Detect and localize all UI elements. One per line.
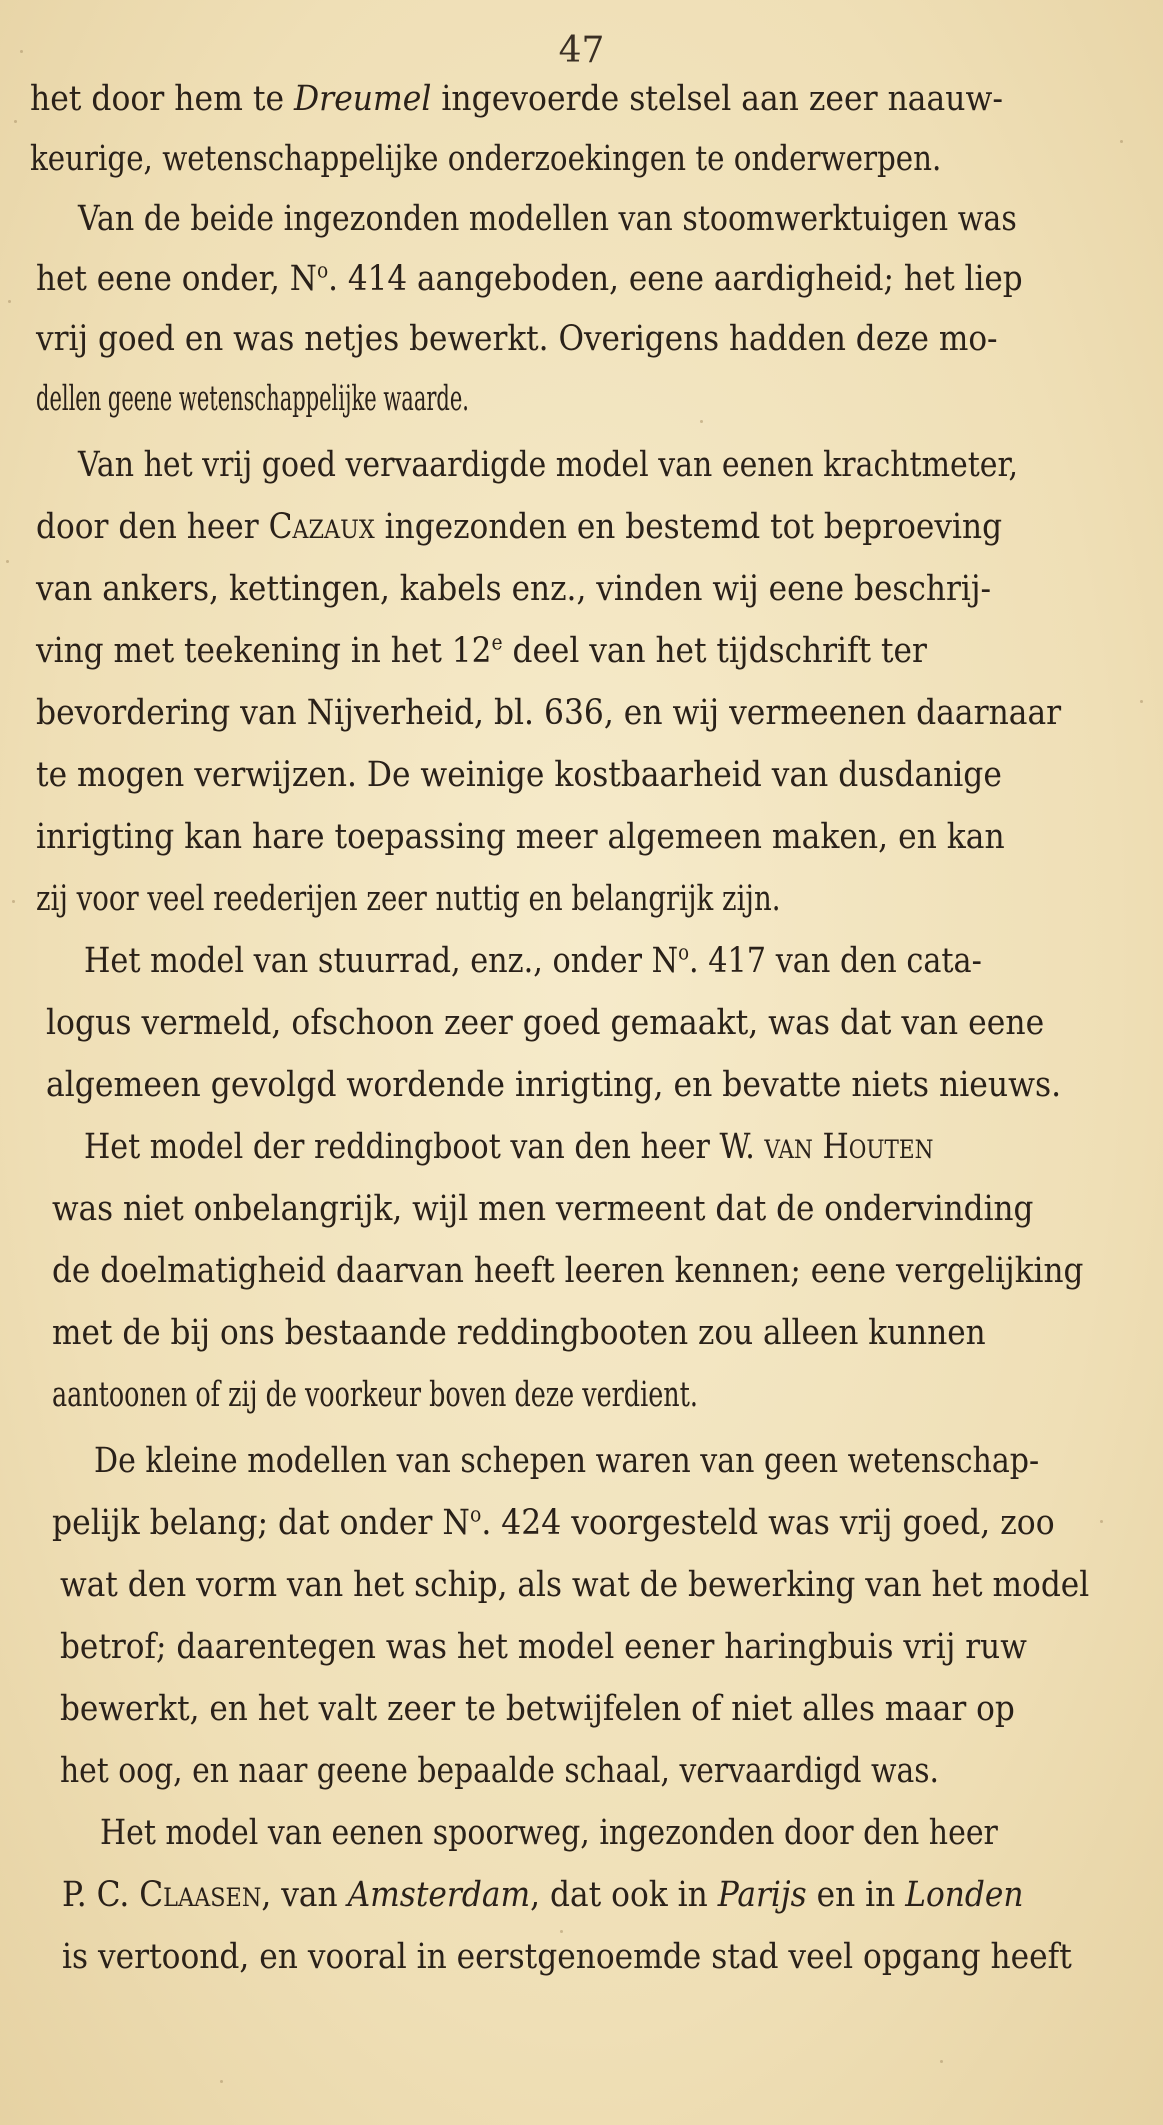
- text-segment: o: [678, 940, 690, 965]
- text-line: [52, 1374, 698, 1416]
- paper-speck: [940, 2060, 943, 2063]
- text-segment: o: [316, 258, 329, 283]
- text-segment: inrigting kan hare toepassing meer algemeen maken, en kan: [36, 817, 1005, 857]
- text-line: [100, 1812, 998, 1854]
- paper-speck: [6, 560, 9, 563]
- text-segment: , van: [261, 1875, 348, 1915]
- text-line: [36, 754, 1002, 796]
- text-segment: Van het vrij goed vervaardigde model van eenen krachtmeter,: [78, 445, 1019, 485]
- text-segment: algemeen gevolgd wordende inrigting, en bevatte niets nieuws.: [46, 1065, 1062, 1105]
- text-segment: door den heer: [36, 507, 269, 547]
- text-segment: vrij goed en was netjes bewerkt. Overigens hadden deze mo-: [36, 319, 998, 359]
- text-segment: logus vermeld, ofschoon zeer goed gemaakt, was dat van eene: [46, 1003, 1045, 1043]
- text-segment: Claasen: [139, 1875, 262, 1915]
- paper-speck: [8, 300, 11, 303]
- text-segment: van ankers, kettingen, kabels enz., vinden wij eene beschrij-: [36, 569, 992, 609]
- text-line: [30, 138, 941, 180]
- text-segment: pelijk belang; dat onder N: [52, 1503, 470, 1543]
- page-number: 47: [558, 30, 605, 71]
- text-segment: . 414 aangeboden, eene aardigheid; het liep: [328, 259, 1023, 299]
- text-segment: Dreumel: [294, 79, 432, 119]
- paper-speck: [220, 2080, 223, 2083]
- text-segment: de doelmatigheid daarvan heeft leeren kennen; eene vergelijking: [52, 1251, 1084, 1291]
- text-line: [46, 1002, 1044, 1044]
- text-line: [36, 568, 991, 610]
- text-line: [36, 630, 927, 672]
- paper-speck: [560, 1930, 563, 1933]
- text-line: [60, 1750, 939, 1792]
- text-segment: , dat ook in: [530, 1875, 718, 1915]
- text-segment: ving met teekening in het 12: [36, 631, 492, 671]
- paper-speck: [1100, 1520, 1103, 1523]
- text-line: [62, 1874, 1024, 1916]
- text-segment: P. C.: [62, 1875, 140, 1915]
- text-segment: te mogen verwijzen. De weinige kostbaarheid van dusdanige: [36, 755, 1002, 795]
- text-line: [78, 444, 1018, 486]
- text-segment: is vertoond, en vooral in eerstgenoemde stad veel opgang heeft: [62, 1937, 1072, 1977]
- text-segment: het oog, en naar geene bepaalde schaal, vervaardigd was.: [60, 1751, 939, 1791]
- text-segment: bewerkt, en het valt zeer te betwijfelen of niet alles maar op: [60, 1689, 1015, 1729]
- text-segment: was niet onbelangrijk, wijl men vermeent dat de ondervinding: [52, 1189, 1034, 1229]
- text-line: [94, 1440, 1039, 1482]
- text-segment: en in: [806, 1875, 906, 1915]
- text-segment: wat den vorm van het schip, als wat de bewerking van het model: [60, 1565, 1090, 1605]
- paper-speck: [700, 420, 703, 423]
- text-line: [62, 1936, 1072, 1978]
- text-segment: Het model van eenen spoorweg, ingezonden door den heer: [100, 1813, 998, 1853]
- text-line: [60, 1626, 1027, 1668]
- text-segment: Cazaux: [268, 507, 375, 547]
- text-line: [46, 1064, 1061, 1106]
- paper-speck: [1140, 700, 1143, 703]
- text-line: [52, 1250, 1083, 1292]
- paper-speck: [1120, 140, 1123, 143]
- text-line: [60, 1564, 1089, 1606]
- text-line: [36, 878, 780, 920]
- text-line: [36, 692, 1061, 734]
- text-line: [78, 198, 1017, 240]
- text-segment: Van de beide ingezonden modellen van stoomwerktuigen was: [78, 199, 1017, 239]
- text-line: [84, 1126, 933, 1168]
- text-segment: ingevoerde stelsel aan zeer naauw-: [431, 79, 1003, 119]
- text-line: [36, 506, 1002, 548]
- text-line: [30, 78, 1003, 120]
- text-line: [36, 816, 1005, 858]
- text-segment: dellen geene wetenschappelijke waarde.: [36, 379, 469, 419]
- text-segment: deel van het tijdschrift ter: [502, 631, 927, 671]
- text-segment: het eene onder, N: [36, 259, 317, 299]
- text-segment: o: [469, 1502, 482, 1527]
- text-line: [36, 378, 469, 420]
- text-segment: De kleine modellen van schepen waren van geen wetenschap-: [94, 1441, 1040, 1481]
- text-segment: van Houten: [764, 1127, 934, 1167]
- text-segment: Het model van stuurrad, enz., onder N: [84, 941, 679, 981]
- text-segment: aantoonen of zij de voorkeur boven deze verdient.: [52, 1375, 698, 1415]
- text-segment: . 424 voorgesteld was vrij goed, zoo: [481, 1503, 1055, 1543]
- text-segment: Amsterdam: [347, 1875, 531, 1915]
- text-line: [84, 940, 982, 982]
- text-line: [60, 1688, 1015, 1730]
- text-segment: Het model der reddingboot van den heer W.: [84, 1127, 765, 1167]
- text-segment: het door hem te: [30, 79, 295, 119]
- text-segment: keurige, wetenschappelijke onderzoekingen te onderwerpen.: [30, 139, 942, 179]
- text-segment: betrof; daarentegen was het model eener haringbuis vrij ruw: [60, 1627, 1027, 1667]
- text-segment: Parijs: [717, 1875, 807, 1915]
- text-segment: zij voor veel reederijen zeer nuttig en belangrijk zijn.: [36, 879, 781, 919]
- text-segment: . 417 van den cata-: [689, 941, 982, 981]
- text-segment: met de bij ons bestaande reddingbooten zou alleen kunnen: [52, 1313, 986, 1353]
- text-line: [52, 1502, 1055, 1544]
- text-line: [36, 258, 1023, 300]
- text-segment: Londen: [905, 1875, 1024, 1915]
- text-line: [52, 1312, 986, 1354]
- paper-speck: [20, 50, 23, 53]
- paper-speck: [12, 900, 15, 903]
- text-segment: e: [491, 630, 503, 655]
- text-line: [52, 1188, 1033, 1230]
- text-line: [36, 318, 998, 360]
- text-segment: bevordering van Nijverheid, bl. 636, en wij vermeenen daarnaar: [36, 693, 1062, 733]
- paper-speck: [14, 120, 17, 123]
- text-segment: ingezonden en bestemd tot beproeving: [374, 507, 1003, 547]
